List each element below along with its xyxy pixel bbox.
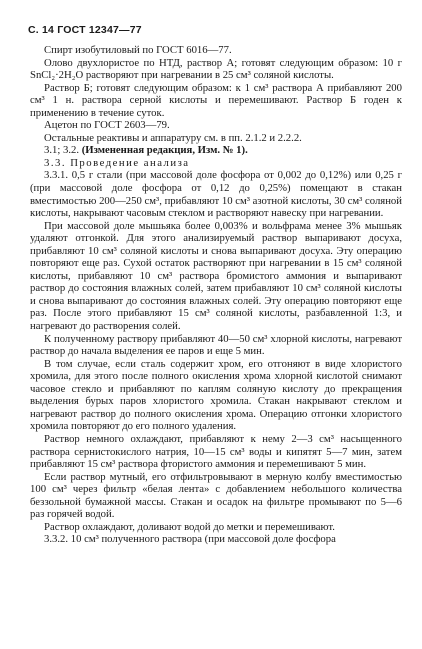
paragraph: К полученному раствору прибавляют 40—50 см³ хлорной кислоты, нагревают раствор до начала выделения ее паров и еще 5 мин.	[30, 332, 402, 358]
paragraph: Остальные реактивы и аппаратуру см. в пп. 2.1.2 и 2.2.2.	[44, 131, 302, 144]
amendment-note: 3.1; 3.2. (Измененная редакция, Изм. № 1).	[44, 144, 248, 157]
paragraph: В том случае, если сталь содержит хром, его отгоняют в виде хлористого хромила, для этого после полного окисления хрома хлорной кислотой снимают часовое стекло и прибавляют по каплям соляную кислоту до прекращения выделения бурых паров хлористого хромила. Стакан накрывают стеклом и нагревают раствор до полного окисления хрома. Операцию отгонки хлористого хромила повторяют до его полного удаления.	[30, 357, 402, 433]
paragraph: Ацетон по ГОСТ 2603—79.	[44, 119, 170, 132]
paragraph: Раствор Б; готовят следующим образом: к 1 см³ раствора А прибавляют 200 см³ 1 н. раствора серной кислоты и перемешивают. Раствор Б годен к применению в течение суток.	[30, 81, 402, 119]
paragraph: Если раствор мутный, его отфильтровывают в мерную колбу вместимостью 100 см³ через фильтр «белая лента» с добавлением небольшого количества беззольной бумажной массы. Стакан и осадок на фильтре промывают по 5—6 раз горячей водой.	[30, 470, 402, 521]
paragraph: При массовой доле мышьяка более 0,003% и вольфрама менее 3% мышьяк удаляют отгонкой. Для этого анализируемый раствор выпаривают досуха, прибавляют 10 см³ соляной кислоты и снова выпаривают досуха. Эту операцию повторяют еще раз. Сухой остаток растворяют при нагревании в 15 см³ соляной кислоты, прибавляют 10 см³ раствора бромистого аммония и выпаривают раствор до состояния влажных солей, затем прибавляют 10 см³ соляной кислоты и снова выпаривают до состояния влажных солей. Эту операцию повторяют еще раз. После этого прибавляют 15 см³ соляной кислоты, разбавленной 1:3, и нагревают до растворения солей.	[30, 219, 402, 333]
paragraph: Раствор немного охлаждают, прибавляют к нему 2—3 см³ насыщенного раствора сернистокислого натрия, 10—15 см³ воды и кипятят 5—7 мин, затем прибавляют 15 см³ раствора фтористого аммония и перемешивают 5 мин.	[30, 432, 402, 471]
paragraph: Олово двухлористое по НТД, раствор А; готовят следующим образом: 10 г SnCl₂·2H₂O растворяют при нагревании в 25 см³ соляной кислоты.	[30, 56, 402, 82]
paragraph: Спирт изобутиловый по ГОСТ 6016—77.	[44, 44, 232, 56]
document-body	[30, 44, 402, 546]
section-heading: 3.3. Проведение анализа	[44, 156, 190, 169]
page-header: С. 14 ГОСТ 12347—77	[28, 24, 142, 36]
paragraph: 3.3.1. 0,5 г стали (при массовой доле фосфора от 0,002 до 0,12%) или 0,25 г (при массовой доле фосфора от 0,12 до 0,25%) помещают в стакан вместимостью 200—250 см³, прибавляют 10 см³ азотной кислоты, 30 см³ соляной кислоты, накрывают часовым стеклом и растворяют навеску при нагревании.	[30, 169, 402, 220]
paragraph: Раствор охлаждают, доливают водой до метки и перемешивают.	[44, 520, 335, 533]
paragraph: 3.3.2. 10 см³ полученного раствора (при массовой доле фосфора	[44, 533, 336, 546]
amendment-emphasis: (Измененная редакция, Изм. № 1).	[81, 144, 248, 157]
